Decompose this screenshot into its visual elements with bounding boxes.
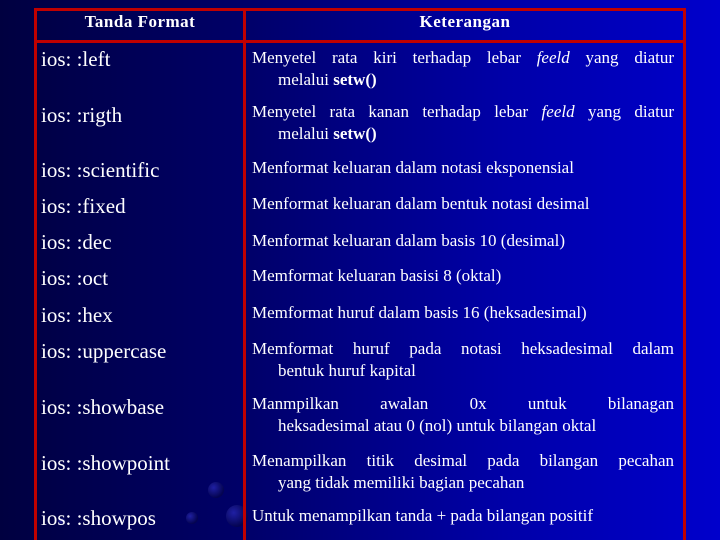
format-description: Menampilkan titik desimal pada bilangan pecahan yang tidak memiliki bagian pecahan	[252, 451, 674, 492]
format-description: Memformat huruf pada notasi heksadesimal dalam bentuk huruf kapital	[252, 339, 674, 380]
format-code: ios: :fixed	[41, 194, 126, 218]
header-divider	[34, 40, 686, 43]
format-description: Menformat keluaran dalam notasi eksponensial	[252, 158, 574, 177]
format-code: ios: :showbase	[41, 395, 165, 419]
format-code: ios: :uppercase	[41, 339, 167, 363]
format-description: Menformat keluaran dalam bentuk notasi desimal	[252, 194, 590, 213]
format-description: Memformat huruf dalam basis 16 (heksadesimal)	[252, 303, 587, 322]
format-code: ios: :oct	[41, 266, 109, 290]
format-description: Menyetel rata kanan terhadap lebar feeld yang diatur melalui setw()	[252, 102, 675, 143]
column-divider	[243, 8, 246, 540]
format-description: Menformat keluaran dalam basis 10 (desimal)	[252, 231, 565, 250]
format-code: ios: :hex	[41, 303, 113, 327]
format-description: Menyetel rata kiri terhadap lebar feeld yang diatur melalui setw()	[252, 48, 674, 89]
header-tanda-format: Tanda Format	[84, 12, 196, 31]
format-description: Memformat keluaran basisi 8 (oktal)	[252, 266, 502, 285]
format-code: ios: :left	[41, 47, 111, 71]
format-code: ios: :rigth	[41, 103, 123, 127]
format-code: ios: :scientific	[41, 158, 160, 182]
format-code: ios: :dec	[41, 230, 112, 254]
header-keterangan: Keterangan	[419, 12, 511, 31]
format-code: ios: :showpoint	[41, 451, 170, 475]
format-code: ios: :showpos	[41, 506, 156, 530]
format-description: Manmpilkan awalan 0x untuk bilanagan heksadesimal atau 0 (nol) untuk bilangan oktal	[252, 394, 674, 435]
format-description: Untuk menampilkan tanda + pada bilangan positif	[252, 506, 594, 525]
